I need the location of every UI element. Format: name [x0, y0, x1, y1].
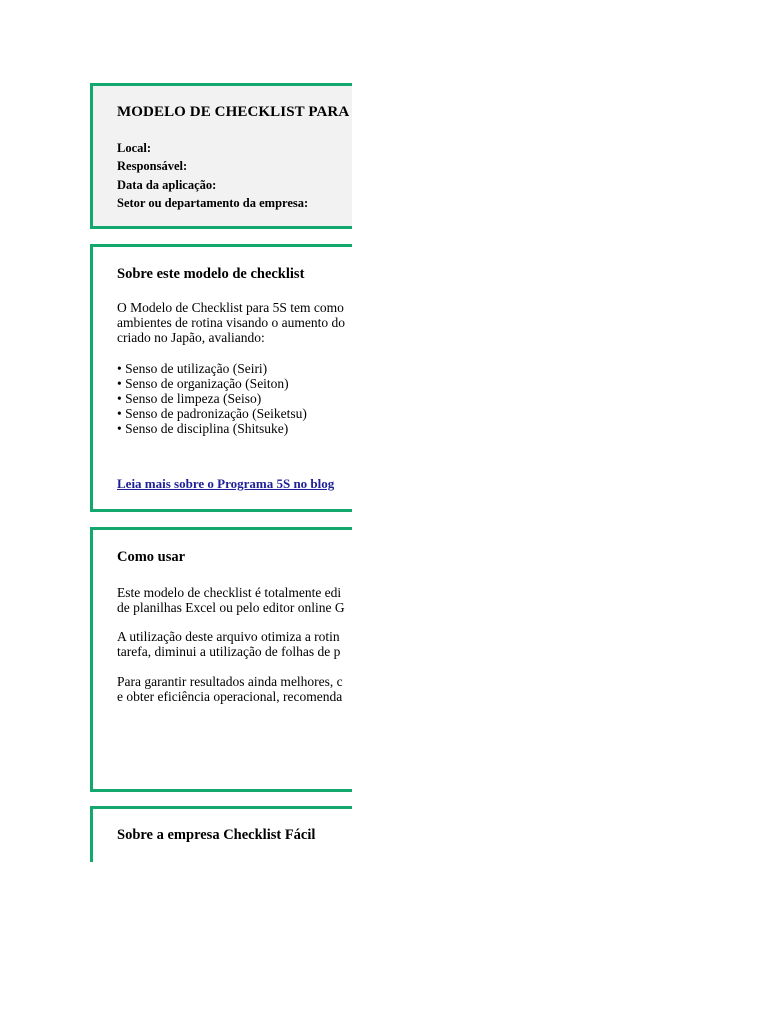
- about-section: [90, 244, 352, 512]
- company-title: Sobre a empresa Checklist Fácil: [117, 827, 316, 843]
- bullet-item: • Senso de organização (Seiton): [117, 376, 289, 391]
- paragraph-line: A utilização deste arquivo otimiza a rotin: [117, 629, 340, 644]
- how-to-use-title: Como usar: [117, 549, 186, 565]
- about-bullet-list: [117, 361, 307, 436]
- paragraph-line: e obter eficiência operacional, recomenda: [117, 689, 343, 704]
- paragraph-line: Este modelo de checklist é totalmente edi: [117, 585, 342, 600]
- document-title: MODELO DE CHECKLIST PARA: [117, 104, 350, 120]
- paragraph-line: de planilhas Excel ou pelo editor online G: [117, 600, 345, 615]
- how-to-use-section: [90, 527, 352, 792]
- bullet-item: • Senso de disciplina (Shitsuke): [117, 421, 289, 436]
- bullet-item: • Senso de utilização (Seiri): [117, 361, 268, 376]
- about-intro-line: O Modelo de Checklist para 5S tem como: [117, 300, 344, 315]
- how-to-use-paragraph: [117, 674, 343, 704]
- about-title: Sobre este modelo de checklist: [117, 266, 305, 282]
- field-data-aplicacao: Data da aplicação:: [117, 178, 217, 192]
- about-intro-line: ambientes de rotina visando o aumento do: [117, 315, 345, 330]
- paragraph-line: tarefa, diminui a utilização de folhas de p: [117, 644, 341, 659]
- company-section: [90, 806, 352, 862]
- about-intro: [117, 300, 345, 345]
- bullet-item: • Senso de padronização (Seiketsu): [117, 406, 307, 421]
- bullet-item: • Senso de limpeza (Seiso): [117, 391, 262, 406]
- header-section: [90, 83, 352, 229]
- how-to-use-paragraph: [117, 585, 345, 615]
- field-setor: Setor ou departamento da empresa:: [117, 196, 309, 210]
- field-local: Local:: [117, 141, 152, 155]
- blog-link[interactable]: Leia mais sobre o Programa 5S no blog: [117, 476, 335, 491]
- how-to-use-paragraph: [117, 629, 340, 659]
- paragraph-line: Para garantir resultados ainda melhores, c: [117, 674, 343, 689]
- field-responsavel: Responsável:: [117, 159, 188, 173]
- about-intro-line: criado no Japão, avaliando:: [117, 330, 265, 345]
